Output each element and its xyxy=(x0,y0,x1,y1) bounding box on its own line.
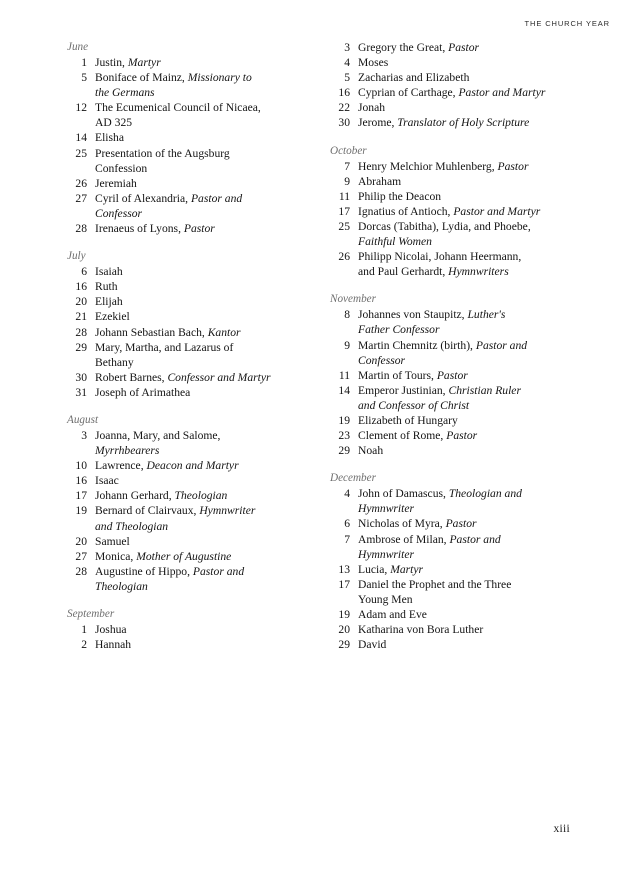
commemoration-entry xyxy=(67,100,335,115)
commemoration-entry-continuation xyxy=(67,85,335,100)
commemoration-entry-continuation xyxy=(67,579,335,594)
entry-description: Johann Sebastian Bach, Kantor xyxy=(95,325,241,339)
entry-day: 11 xyxy=(338,189,350,203)
entry-description-continuation xyxy=(95,519,335,534)
entry-title-emphasis: and Confessor of Christ xyxy=(358,398,470,412)
entry-description: Monica, Mother of Augustine xyxy=(95,549,232,563)
entry-title-emphasis: Theologian xyxy=(174,489,228,503)
month-heading: July xyxy=(67,250,86,263)
entry-description-continuation xyxy=(95,579,335,594)
commemoration-entry xyxy=(67,70,335,85)
entry-title-emphasis: Pastor and xyxy=(192,564,245,578)
entry-description: Adam and Eve xyxy=(358,608,427,621)
entry-title-emphasis: Father Confessor xyxy=(358,323,440,337)
commemoration-entry xyxy=(330,159,598,174)
entry-day: 7 xyxy=(344,159,350,173)
commemoration-entry-continuation xyxy=(330,398,598,413)
entry-title-emphasis: Pastor xyxy=(446,429,478,443)
entry-title-emphasis: Confessor xyxy=(95,206,143,220)
entry-description: Katharina von Bora Luther xyxy=(358,623,484,637)
entry-day: 20 xyxy=(338,623,350,637)
entry-title-emphasis: Luther's xyxy=(467,308,506,322)
entry-day: 16 xyxy=(338,86,350,100)
entry-description: Martin Chemnitz (birth), Pastor and xyxy=(358,338,528,352)
commemoration-entry xyxy=(330,577,598,592)
entry-day: 22 xyxy=(338,101,350,115)
entry-day: 26 xyxy=(75,176,87,190)
commemoration-entry xyxy=(330,40,598,55)
entry-description: Presentation of the Augsburg xyxy=(95,146,230,160)
entry-description: The Ecumenical Council of Nicaea, xyxy=(95,101,261,115)
entry-description: Zacharias and Elizabeth xyxy=(358,71,470,85)
entry-description: Emperor Justinian, Christian Ruler xyxy=(358,383,521,397)
commemoration-entry xyxy=(67,176,335,191)
entry-description: Nicholas of Myra, Pastor xyxy=(358,517,477,531)
entry-title-emphasis: Martyr xyxy=(127,56,161,69)
entry-description-continuation: AD 325 xyxy=(95,116,133,130)
commemoration-entry xyxy=(330,55,598,70)
commemoration-entry xyxy=(67,428,335,443)
entry-title-emphasis: Christian Ruler xyxy=(448,383,521,397)
commemoration-entry-continuation xyxy=(330,501,598,516)
commemoration-entry-continuation xyxy=(67,161,335,176)
commemoration-entry xyxy=(330,368,598,383)
entry-description: Ignatius of Antioch, Pastor and Martyr xyxy=(358,204,541,218)
entry-description: Isaac xyxy=(95,474,119,488)
entry-description: Boniface of Mainz, Missionary to xyxy=(95,71,252,85)
entry-title-emphasis: Pastor and xyxy=(449,532,501,546)
running-header: THE CHURCH YEAR xyxy=(524,19,610,28)
commemoration-entry xyxy=(330,428,598,443)
entry-title-emphasis: Theologian xyxy=(95,579,148,593)
left-column xyxy=(67,40,335,652)
commemoration-entry xyxy=(330,115,598,130)
commemoration-entry xyxy=(67,191,335,206)
month-heading: September xyxy=(67,608,115,620)
entry-description: Henry Melchior Muhlenberg, Pastor xyxy=(358,159,529,173)
commemoration-entry xyxy=(330,413,598,428)
commemoration-entry-continuation xyxy=(67,443,335,458)
entry-day: 28 xyxy=(75,564,87,578)
entry-description-continuation xyxy=(358,398,598,413)
entry-day: 16 xyxy=(75,280,87,294)
entry-day: 12 xyxy=(75,101,87,115)
entry-description: Samuel xyxy=(95,534,130,548)
entry-description: Johann Gerhard, Theologian xyxy=(95,489,228,503)
right-column xyxy=(330,40,598,652)
entry-day: 9 xyxy=(344,174,350,188)
commemoration-entry xyxy=(67,370,335,385)
entry-description: John of Damascus, Theologian and xyxy=(358,487,522,501)
entry-day: 28 xyxy=(75,325,87,339)
entry-day: 11 xyxy=(338,368,350,382)
entry-description: Dorcas (Tabitha), Lydia, and Phoebe, xyxy=(358,219,531,233)
entry-description: Gregory the Great, Pastor xyxy=(358,41,480,54)
commemoration-entry xyxy=(67,309,335,324)
entry-description: Cyril of Alexandria, Pastor and xyxy=(95,191,243,205)
entry-description: Daniel the Prophet and the Three xyxy=(358,577,512,591)
entry-description: Elijah xyxy=(95,295,123,309)
commemoration-entry-continuation xyxy=(67,355,335,370)
commemoration-entry xyxy=(330,562,598,577)
entry-description: Ambrose of Milan, Pastor and xyxy=(358,532,501,546)
commemoration-entry xyxy=(330,443,598,458)
commemoration-entry xyxy=(330,204,598,219)
commemoration-entry xyxy=(330,100,598,115)
entry-day: 1 xyxy=(81,623,87,636)
entry-day: 19 xyxy=(338,413,350,427)
entry-day: 17 xyxy=(338,577,350,591)
entry-day: 3 xyxy=(81,428,87,442)
commemoration-entry xyxy=(67,325,335,340)
entry-description: Philip the Deacon xyxy=(358,189,442,203)
month-heading: December xyxy=(330,472,376,485)
commemoration-entry xyxy=(330,249,598,264)
commemoration-entry xyxy=(330,622,598,637)
commemoration-entry xyxy=(330,85,598,100)
entry-title-emphasis: Mother of Augustine xyxy=(136,549,232,563)
entry-description: Lucia, Martyr xyxy=(358,562,424,576)
commemoration-entry xyxy=(67,55,335,70)
entry-description: Jerome, Translator of Holy Scripture xyxy=(358,116,530,130)
entry-day: 23 xyxy=(338,429,350,443)
commemoration-entry xyxy=(67,264,335,279)
commemoration-entry xyxy=(67,458,335,473)
entry-description-continuation: and Paul Gerhardt, Hymnwriters xyxy=(358,265,509,279)
entry-day: 14 xyxy=(75,131,87,145)
entry-title-emphasis: Deacon and Martyr xyxy=(146,459,239,473)
entry-title-emphasis: Pastor and xyxy=(190,191,243,205)
entry-description-continuation xyxy=(95,443,335,458)
entry-title-emphasis: Pastor xyxy=(183,222,215,236)
entry-description: Philipp Nicolai, Johann Heermann, xyxy=(358,250,522,264)
entry-description: Irenaeus of Lyons, Pastor xyxy=(95,222,215,236)
entry-title-emphasis: Pastor xyxy=(497,159,529,173)
entry-day: 25 xyxy=(338,219,350,233)
commemoration-entry xyxy=(67,340,335,355)
entry-title-emphasis: Pastor and Martyr xyxy=(458,86,546,100)
entry-day: 20 xyxy=(75,534,87,548)
entry-description: Clement of Rome, Pastor xyxy=(358,429,478,443)
entry-description: Moses xyxy=(358,56,389,70)
entry-title-emphasis: Translator of Holy Scripture xyxy=(397,116,530,130)
commemoration-entry xyxy=(67,503,335,518)
entry-title-emphasis: Kantor xyxy=(207,325,241,339)
entry-title-emphasis: Hymnwriter xyxy=(358,502,415,516)
commemoration-entry xyxy=(330,383,598,398)
entry-day: 5 xyxy=(344,71,350,85)
entry-description: David xyxy=(358,638,387,652)
entry-day: 27 xyxy=(75,549,87,563)
commemoration-entry xyxy=(330,189,598,204)
commemoration-entry-continuation xyxy=(330,592,598,607)
entry-day: 26 xyxy=(338,250,350,264)
commemoration-entry xyxy=(67,564,335,579)
entry-title-emphasis: Martyr xyxy=(390,562,424,576)
entry-day: 20 xyxy=(75,295,87,309)
entry-title-emphasis: Theologian and xyxy=(448,487,522,501)
commemoration-entry-continuation xyxy=(330,353,598,368)
entry-description-continuation xyxy=(95,85,335,100)
entry-day: 21 xyxy=(75,310,87,324)
entry-day: 29 xyxy=(338,638,350,652)
entry-description: Mary, Martha, and Lazarus of xyxy=(95,340,234,354)
entry-title-emphasis: Pastor and xyxy=(475,338,528,352)
commemoration-entry xyxy=(330,516,598,531)
entry-day: 3 xyxy=(344,41,350,54)
entry-day: 14 xyxy=(338,383,350,397)
commemoration-entry xyxy=(330,637,598,652)
entry-day: 28 xyxy=(75,222,87,236)
entry-day: 17 xyxy=(75,489,87,503)
commemoration-entry xyxy=(67,294,335,309)
entry-day: 9 xyxy=(344,338,350,352)
entry-description: Elizabeth of Hungary xyxy=(358,413,458,427)
commemoration-entry-continuation xyxy=(330,322,598,337)
entry-title-emphasis: Hymnwriters xyxy=(448,265,509,279)
commemoration-entry xyxy=(67,221,335,236)
entry-day: 29 xyxy=(75,340,87,354)
commemoration-entry xyxy=(330,307,598,322)
entry-description: Ruth xyxy=(95,280,118,294)
entry-day: 30 xyxy=(75,370,87,384)
entry-description-continuation: Confession xyxy=(95,161,148,175)
entry-day: 10 xyxy=(75,459,87,473)
entry-title-emphasis: Pastor xyxy=(448,41,480,54)
entry-description: Joseph of Arimathea xyxy=(95,385,191,399)
entry-description-continuation xyxy=(358,547,598,562)
commemoration-entry xyxy=(330,70,598,85)
entry-description-continuation xyxy=(358,353,598,368)
commemoration-entry xyxy=(330,607,598,622)
month-heading: November xyxy=(330,293,376,306)
entry-day: 4 xyxy=(344,56,350,70)
entry-description: Johannes von Staupitz, Luther's xyxy=(358,308,506,322)
commemoration-entry-continuation xyxy=(330,264,598,279)
entry-description: Ezekiel xyxy=(95,310,130,324)
commemoration-entry xyxy=(67,385,335,400)
entry-title-emphasis: Confessor xyxy=(358,353,406,367)
entry-day: 7 xyxy=(344,532,350,546)
entry-description: Robert Barnes, Confessor and Martyr xyxy=(95,370,271,384)
entry-description-continuation xyxy=(95,206,335,221)
entry-description-continuation xyxy=(358,322,598,337)
entry-title-emphasis: and Theologian xyxy=(95,519,169,533)
commemoration-entry xyxy=(330,338,598,353)
commemoration-entry xyxy=(330,219,598,234)
entry-day: 17 xyxy=(338,204,350,218)
entry-title-emphasis: Missionary to xyxy=(187,71,252,85)
commemoration-entry-continuation xyxy=(67,206,335,221)
month-heading: August xyxy=(67,413,99,426)
month-heading: October xyxy=(330,144,367,157)
entry-title-emphasis: Pastor xyxy=(436,368,468,382)
entry-description: Lawrence, Deacon and Martyr xyxy=(95,459,239,473)
entry-description: Abraham xyxy=(358,174,402,188)
entry-description-continuation xyxy=(358,501,598,516)
entry-day: 19 xyxy=(338,608,350,621)
entry-day: 30 xyxy=(338,116,350,130)
page-number: xiii xyxy=(553,823,570,835)
entry-day: 6 xyxy=(81,265,87,279)
entry-description: Jonah xyxy=(358,101,386,115)
entry-title-emphasis: Pastor and Martyr xyxy=(453,204,541,218)
entry-title-emphasis: the Germans xyxy=(95,86,155,100)
entry-title-emphasis: Faithful Women xyxy=(358,235,432,249)
entry-day: 25 xyxy=(75,146,87,160)
entry-day: 31 xyxy=(75,385,87,399)
entry-title-emphasis: Myrrhbearers xyxy=(95,444,160,458)
commemoration-entry xyxy=(330,532,598,547)
entry-description: Hannah xyxy=(95,638,132,652)
commemoration-entry xyxy=(67,473,335,488)
entry-description-continuation: Young Men xyxy=(358,592,413,606)
entry-description: Cyprian of Carthage, Pastor and Martyr xyxy=(358,86,546,100)
entry-description-continuation: Bethany xyxy=(95,355,134,369)
entry-day: 6 xyxy=(344,517,350,531)
entry-title-emphasis: Confessor and Martyr xyxy=(167,370,271,384)
entry-day: 2 xyxy=(81,638,87,652)
commemoration-entry xyxy=(67,146,335,161)
entry-day: 13 xyxy=(338,562,350,576)
entry-title-emphasis: Hymnwriter xyxy=(358,547,415,561)
entry-description: Isaiah xyxy=(95,265,123,279)
commemoration-entry xyxy=(67,534,335,549)
commemoration-entry xyxy=(67,130,335,145)
commemoration-entry xyxy=(330,486,598,501)
commemoration-entry xyxy=(67,279,335,294)
commemoration-entry xyxy=(330,174,598,189)
entry-description: Jeremiah xyxy=(95,176,137,190)
entry-description: Justin, Martyr xyxy=(95,56,161,69)
entry-day: 5 xyxy=(81,71,87,85)
commemoration-entry xyxy=(67,488,335,503)
entry-title-emphasis: Hymnwriter xyxy=(199,504,256,518)
entry-description: Bernard of Clairvaux, Hymnwriter xyxy=(95,504,256,518)
commemoration-entry xyxy=(67,637,335,652)
entry-description-continuation xyxy=(358,234,598,249)
entry-description: Noah xyxy=(358,444,384,458)
entry-day: 8 xyxy=(344,308,350,322)
entry-description: Joshua xyxy=(95,623,127,636)
entry-title-emphasis: Pastor xyxy=(445,517,477,531)
entry-description: Elisha xyxy=(95,131,124,145)
entry-description: Augustine of Hippo, Pastor and xyxy=(95,564,245,578)
commemoration-entry xyxy=(67,549,335,564)
entry-day: 29 xyxy=(338,444,350,458)
entry-day: 1 xyxy=(81,56,87,69)
commemoration-entry-continuation xyxy=(330,547,598,562)
commemoration-entry-continuation xyxy=(67,115,335,130)
entry-day: 19 xyxy=(75,504,87,518)
commemoration-entry-continuation xyxy=(330,234,598,249)
entry-description: Martin of Tours, Pastor xyxy=(358,368,468,382)
entry-day: 27 xyxy=(75,191,87,205)
entry-day: 4 xyxy=(344,487,350,501)
commemoration-entry xyxy=(67,622,335,637)
entry-description: Joanna, Mary, and Salome, xyxy=(95,428,221,442)
entry-day: 16 xyxy=(75,474,87,488)
month-heading: June xyxy=(67,41,89,53)
commemoration-entry-continuation xyxy=(67,519,335,534)
